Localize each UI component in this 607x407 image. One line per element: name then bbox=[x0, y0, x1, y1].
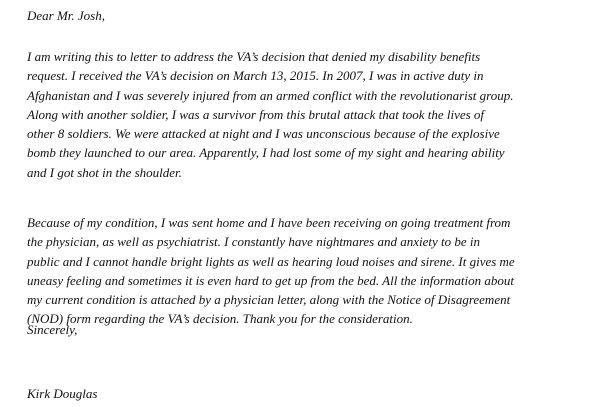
letter-signature: Kirk Douglas bbox=[27, 386, 98, 401]
letter-closing: Sincerely, bbox=[27, 322, 78, 337]
letter-paragraph-2: Because of my condition, I was sent home and I have been receiving on going treatment from the physician, as well as psychiatrist. I constantly have nightmares and anxiety to be in public and I cannot handle bright lights as well as hearing loud noises and sirene. It gives me uneasy feeling and sometimes it is even hard to get up from the bed. All the information about my current condition is attached by a physician letter, along with the Notice of Disagreement (NOD) form regarding the VA’s decision. Thank you for the consideration. bbox=[27, 215, 515, 327]
letter-greeting: Dear Mr. Josh, bbox=[27, 8, 105, 23]
letter-paragraph-1: I am writing this to letter to address the VA’s decision that denied my disability benefits request. I received the VA’s decision on March 13, 2015. In 2007, I was in active duty in Afghanistan and I was severely injured from an armed conflict with the revolutionarist group. Along with another soldier, I was a survivor from this brutal attack that took the lives of other 8 soldiers. We were attacked at night and I was unconscious because of the explosive bomb they launched to our area. Apparently, I had lost some of my sight and hearing ability and I got shot in the shoulder. bbox=[27, 49, 514, 180]
